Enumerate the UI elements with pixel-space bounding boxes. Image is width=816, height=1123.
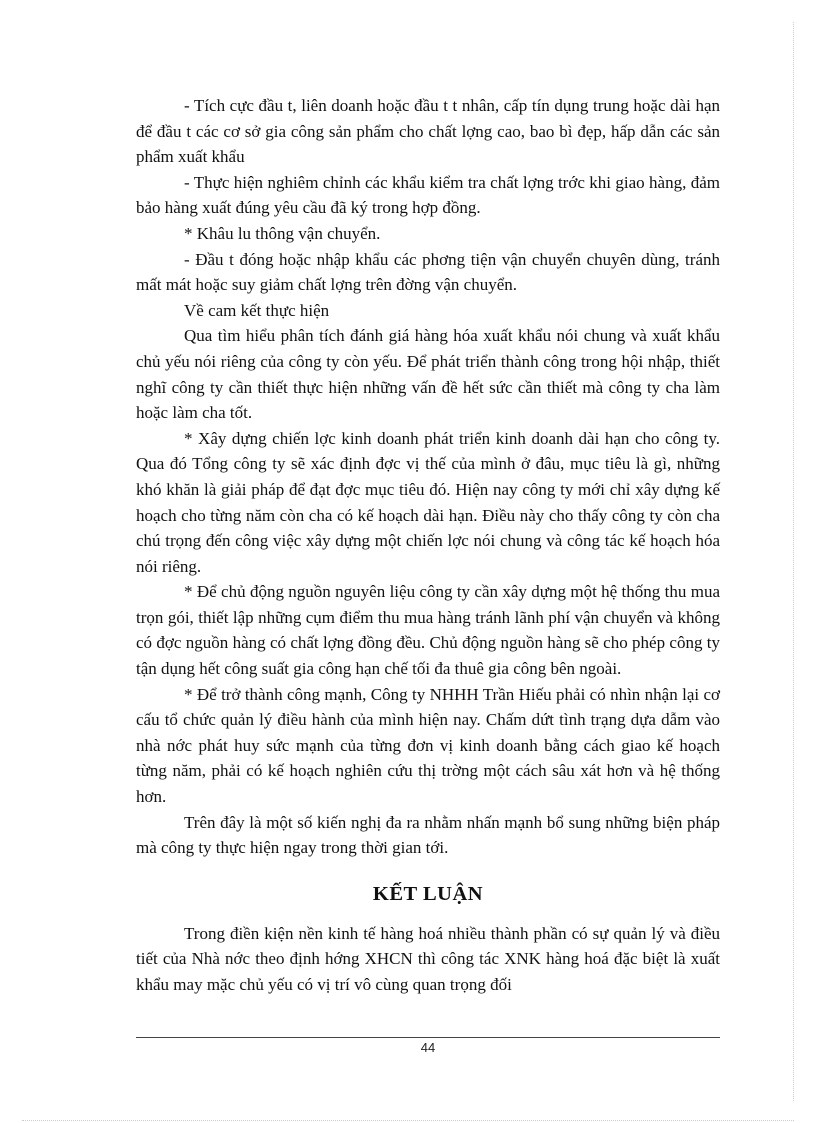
- paragraph: * Để trở thành công mạnh, Công ty NHHH Trần Hiếu phải có nhìn nhận lại cơ cấu tổ chức quản lý điều hành của mình hiện nay. Chấm dứt tình trạng dựa dẫm vào nhà nớc phát huy sức mạnh của từng đơn vị kinh doanh bằng cách giao kế hoạch từng năm, phải có kế hoạch nghiên cứu thị trờng một cách sâu xát hơn và hệ thống hơn.: [136, 684, 720, 807]
- paragraph: * Để chủ động nguồn nguyên liệu công ty cần xây dựng một hệ thống thu mua trọn gói, thiết lập những cụm điểm thu mua hàng tránh lãnh phí vận chuyển và không có đợc nguồn hàng có chất lợng đồng đều. Chủ động nguồn hàng sẽ cho phép công ty tận dụng hết công suất gia công hạn chế tối đa thuê gia công bên ngoài.: [136, 582, 720, 679]
- paragraph: - Đầu t đóng hoặc nhập khẩu các phơng tiện vận chuyển chuyên dùng, tránh mất mát hoặc suy giảm chất lợng trên đờng vận chuyển.: [136, 249, 720, 295]
- paragraph: Trong điền kiện nền kinh tế hàng hoá nhiều thành phần có sự quản lý và điều tiết của Nhà nớc theo định hớng XHCN thì công tác XNK hàng hoá đặc biệt là xuất khẩu may mặc chủ yếu có vị trí vô cùng quan trọng đối: [136, 923, 720, 994]
- body-text: [136, 93, 720, 998]
- page-edge-right: [793, 22, 794, 1101]
- paragraph: - Thực hiện nghiêm chỉnh các khẩu kiểm tra chất lợng trớc khi giao hàng, đảm bảo hàng xuất đúng yêu cầu đã ký trong hợp đồng.: [136, 172, 720, 218]
- page-number: 44: [420, 1040, 436, 1055]
- paragraph: Qua tìm hiểu phân tích đánh giá hàng hóa xuất khẩu nói chung và xuất khẩu chủ yếu nói riêng của công ty còn yếu. Để phát triển thành công trong hội nhập, thiết nghĩ công ty cần thiết thực hiện những vấn đề hết sức cần thiết mà công ty cha làm hoặc làm cha tốt.: [136, 326, 720, 423]
- paragraph: - Tích cực đầu t, liên doanh hoặc đầu t t nhân, cấp tín dụng trung hoặc dài hạn để đầu t các cơ sở gia công sản phẩm cho chất lợng cao, bao bì đẹp, hấp dẫn các sản phẩm xuất khẩu: [136, 96, 720, 167]
- page-edge-bottom: [22, 1120, 794, 1121]
- paragraph: Về cam kết thực hiện: [184, 300, 330, 320]
- section-heading: KẾT LUẬN: [372, 882, 484, 905]
- paragraph: Trên đây là một số kiến nghị đa ra nhằm nhấn mạnh bổ sung những biện pháp mà công ty thực hiện ngay trong thời gian tới.: [136, 812, 720, 858]
- paragraph: * Xây dựng chiến lợc kinh doanh phát triển kinh doanh dài hạn cho công ty. Qua đó Tổng công ty sẽ xác định đợc vị thế của mình ở đâu, mục tiêu là gì, những khó khăn là giải pháp để đạt đợc mục tiêu đó. Hiện nay công ty mới chỉ xây dựng kế hoạch cho từng năm còn cha có kế hoạch dài hạn. Điều này cho thấy công ty còn cha chú trọng đến công việc xây dựng một chiến lợc nói chung và công tác kế hoạch hóa nói riêng.: [136, 428, 720, 576]
- paragraph: * Khâu lu thông vận chuyển.: [184, 223, 381, 243]
- footer-divider: [136, 1037, 720, 1038]
